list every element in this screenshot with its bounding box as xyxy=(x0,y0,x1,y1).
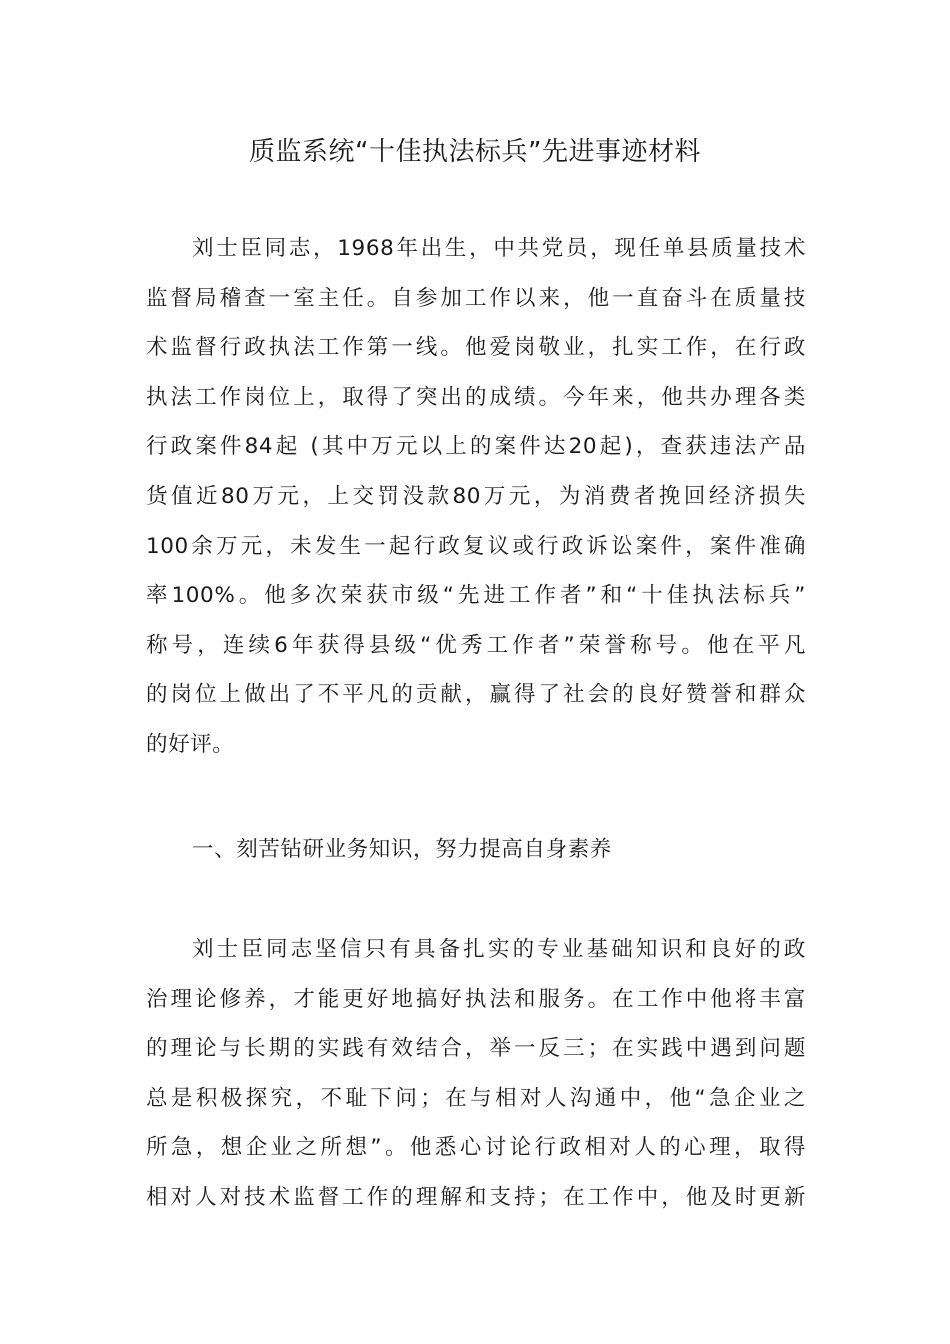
section-heading-text: 一、刻苦钻研业务知识，努力提高自身素养 xyxy=(192,837,612,862)
paragraph-line: 率100%。他多次荣获市级“先进工作者”和“十佳执法标兵” xyxy=(146,583,806,609)
paragraph-line: 相对人对技术监督工作的理解和支持；在工作中，他及时更新 xyxy=(146,1184,806,1210)
paragraph-line: 执法工作岗位上，取得了突出的成绩。今年来，他共办理各类 xyxy=(146,384,806,410)
paragraph-line: 总是积极探究，不耻下问；在与相对人沟通中，他“急企业之 xyxy=(146,1085,806,1111)
paragraph-line: 术监督行政执法工作第一线。他爱岗敬业，扎实工作，在行政 xyxy=(146,335,806,361)
paragraph-line: 刘士臣同志，1968年出生，中共党员，现任单县质量技术 xyxy=(192,236,806,261)
section-heading xyxy=(146,825,806,875)
paragraph-line: 监督局稽查一室主任。自参加工作以来，他一直奋斗在质量技 xyxy=(146,285,806,311)
paragraph-line: 所急，想企业之所想”。他悉心讨论行政相对人的心理，取得 xyxy=(146,1135,806,1161)
paragraph-intro xyxy=(146,224,806,770)
paragraph-section-1 xyxy=(146,925,806,1223)
paragraph-line: 行政案件84起 (其中万元以上的案件达20起)，查获违法产品 xyxy=(146,434,806,460)
paragraph-line: 称号，连续6年获得县级“优秀工作者”荣誉称号。他在平凡 xyxy=(146,632,806,658)
paragraph-line: 刘士臣同志坚信只有具备扎实的专业基础知识和良好的政 xyxy=(192,937,806,962)
paragraph-line: 治理论修养，才能更好地搞好执法和服务。在工作中他将丰富 xyxy=(146,986,806,1012)
paragraph-line: 货值近80万元，上交罚没款80万元，为消费者挽回经济损失 xyxy=(146,483,806,509)
paragraph-line: 的好评。 xyxy=(146,731,235,757)
paragraph-line: 100余万元，未发生一起行政复议或行政诉讼案件，案件准确 xyxy=(146,533,806,559)
document-title: 质监系统“十佳执法标兵”先进事迹材料 xyxy=(249,137,701,167)
paragraph-line: 的岗位上做出了不平凡的贡献，赢得了社会的良好赞誉和群众 xyxy=(146,682,806,708)
paragraph-line: 的理论与长期的实践有效结合，举一反三；在实践中遇到问题 xyxy=(146,1036,806,1062)
